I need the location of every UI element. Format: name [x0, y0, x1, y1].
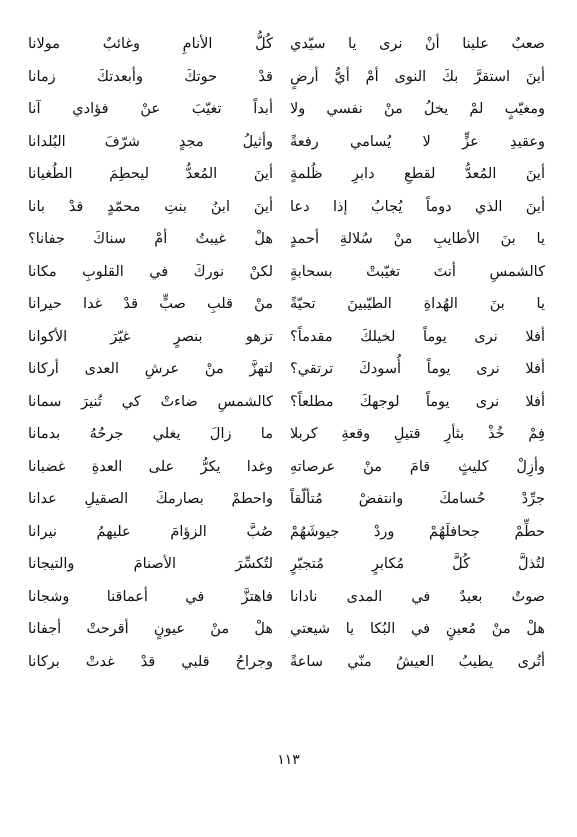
verse-right-19: هلْ منْ مُعينٍ في البُكا يا شيعتي	[290, 621, 545, 637]
verse-left-5: أينَ المُعدُّ ليحطِمَ الطُغيانا	[28, 166, 273, 182]
verse-left-6: أينَ ابنُ بنتِ محمّدٍ قدْ بانا	[28, 198, 273, 215]
verse-right-7: يا بنَ الأطايبِ منْ سُلالةِ أحمدٍ	[290, 231, 545, 247]
verse-right-11: أفلا نرى يوماً أُسودكَ ترتقي؟	[290, 361, 545, 377]
verse-left-13: ما زالَ يغلي جرحُهُ بدمانا	[28, 426, 273, 442]
verse-right-5: أينَ المُعدُّ لقطعِ دابرِ ظُلمةٍ	[290, 166, 545, 182]
verse-right-2: أينَ استقرَّ بكَ النوى أمْ أيُّ أرضٍ	[290, 68, 545, 85]
verse-left-15: واحطمْ بصارمكَ الصقيلِ عدانا	[28, 491, 273, 507]
verse-right-12: أفلا نرى يوماً لوجهكَ مطلعاً؟	[290, 393, 545, 410]
verse-right-20: أتُرى يطيبُ العيشُ منّي ساعةً	[290, 653, 545, 670]
verse-right-17: لتُذلَّ كُلَّ مُكابرٍ مُتجبّرٍ	[290, 556, 545, 572]
verse-left-14: وغدا يكرُّ على العدةِ غضبانا	[28, 458, 273, 475]
verse-left-17: لتُكسِّرَ الأصنامَ والتيجانا	[28, 556, 273, 572]
verse-right-3: ومغيّبٍ لمْ يخلُ منْ نفسي ولا	[290, 101, 545, 117]
verse-left-12: كالشمسِ ضاءتْ كي تُنيرَ سمانا	[28, 393, 273, 410]
poem-columns	[28, 28, 545, 678]
verse-right-15: جرِّدْ حُسامكَ وانتفضْ مُتألّقاً	[290, 491, 545, 507]
verse-right-9: يا بنَ الهُداةِ الطيّبينَ تحيّةً	[290, 296, 545, 312]
verse-left-18: فاهتزَّ في أعماقنا وشجانا	[28, 588, 273, 605]
verse-left-10: تزهو بنصرٍ غيّرَ الأكوانا	[28, 328, 273, 345]
verse-left-7: هلْ غيبتُ أمْ سناكَ جفانا؟	[28, 231, 273, 247]
verse-right-1: صعبٌ علينا أنْ نرى يا سيّدي	[290, 36, 545, 52]
verse-left-16: صُبَّ الزؤامَ عليهمُ نيرانا	[28, 523, 273, 540]
verse-right-13: فِمْ خُذْ بثأرِ قتيلِ وقعةِ كربلا	[290, 426, 545, 442]
poem-left-column	[28, 28, 273, 678]
verse-left-9: منْ قلبِ صبٍّ قدْ غدا حيرانا	[28, 296, 273, 312]
poem-right-column	[290, 28, 545, 678]
page-number: ١١٣	[277, 752, 300, 768]
verse-right-4: وعقيدِ عزٍّ لا يُسامي رفعةً	[290, 133, 545, 150]
verse-left-4: وأثيلُ مجدٍ شرّفَ البُلدانا	[28, 133, 273, 150]
verse-left-8: لكنْ نوركَ في القلوبِ مكانا	[28, 263, 273, 280]
verse-right-6: أينَ الذي دوماً يُجابُ إذا دعا	[290, 198, 545, 215]
verse-left-19: هلْ منْ عيونٍ أقرحتْ أجفانا	[28, 621, 273, 637]
verse-left-2: قدْ حوتكَ وأبعدتكَ زمانا	[28, 68, 273, 85]
verse-left-11: لتهزَّ منْ عرشِ العدى أركانا	[28, 361, 273, 377]
verse-left-1: كُلُّ الأنامِ وغائبٌ مولانا	[28, 36, 273, 52]
verse-left-20: وجراحُ قلبي قدْ غدتْ بركانا	[28, 653, 273, 670]
verse-right-8: كالشمسِ أنتَ تغيّبتْ بسحابةٍ	[290, 263, 545, 280]
verse-right-14: وأزِلْ كليثٍ قامَ منْ عرصاتهِ	[290, 458, 545, 475]
verse-left-3: أبداً تغيّبَ عنْ فؤادي آنا	[28, 101, 273, 117]
verse-right-16: حطِّمْ جحافلَهُمْ وردْ جيوشَهُمْ	[290, 523, 545, 540]
verse-right-10: أفلا نرى يوماً لخيلكَ مقدماً؟	[290, 328, 545, 345]
verse-right-18: صوتٌ بعيدٌ في المدى نادانا	[290, 588, 545, 605]
